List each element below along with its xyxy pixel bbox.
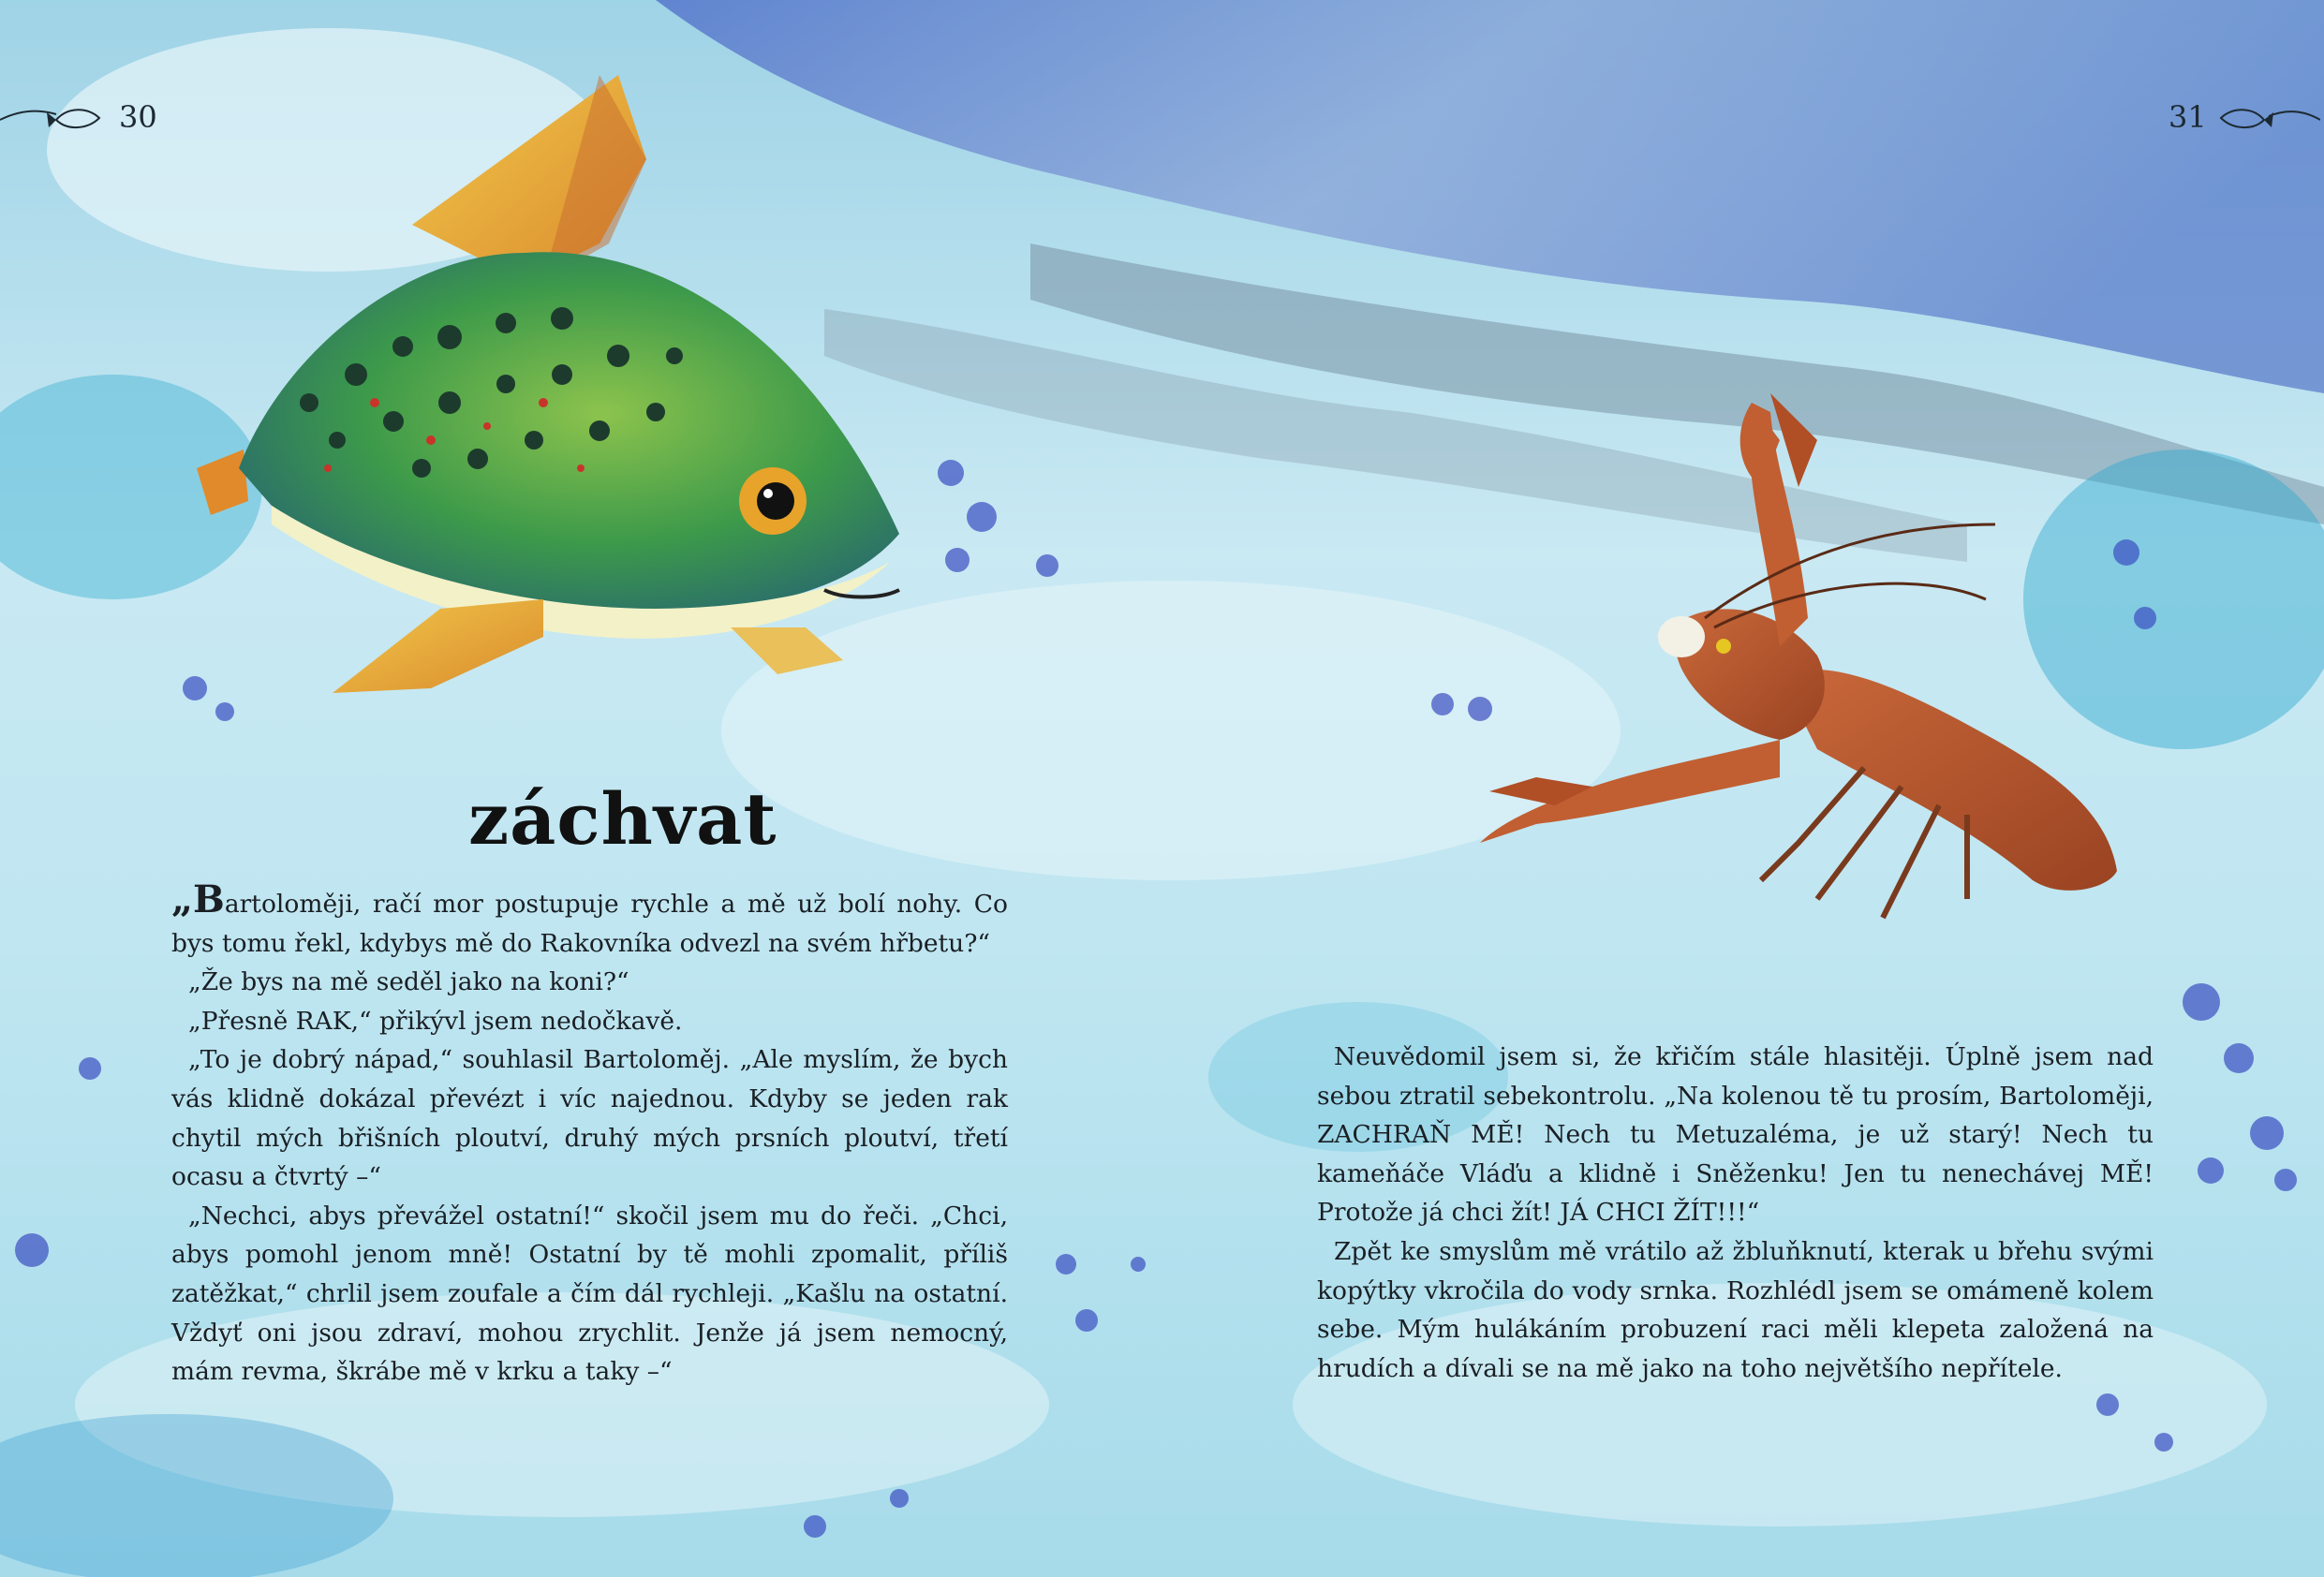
paragraph: „Přesně RAK,“ přikývl jsem nedočkavě. [188,1006,683,1036]
paragraph: „Že bys na mě seděl jako na koni?“ [188,967,629,997]
paragraph: „Bartoloměji, račí mor postupuje rychle a mě už bolí nohy. Co bys tomu řekl, kdybys mě do Rakovníka odvezl na svém hřbetu?“ [171,877,1008,958]
page-number-left: 30 [119,99,157,135]
paragraph: Zpět ke smyslům mě vrátilo až žbluňknutí, kterak u břehu svými kopýtky vkročila do vody srnka. Rozhlédl jsem se omámeně kolem sebe. Mým hulákáním probuzení raci měli klepeta založená na hrudích a dívali se na mě jako na toho největšího nepřítele. [1317,1236,2154,1383]
left-text-column [171,877,1008,1392]
paragraph: Neuvědomil jsem si, že křičím stále hlasitěji. Úplně jsem nad sebou ztratil sebekontrolu. „Na kolenou tě tu prosím, Bartoloměji, ZACHRAŇ MĚ! Nech tu Metuzaléma, je už starý! Nech tu kameňáče Vláďu a klidně i Sněženku! Jen tu nenechávej MĚ! Protože já chci žít! JÁ CHCI ŽÍT!!!“ [1317,1042,2154,1228]
chapter-title: záchvat [468,777,777,861]
fish-ornament-icon [2213,101,2320,139]
right-text-column [1317,1038,2154,1388]
drop-cap: „B [171,877,225,921]
paragraph: „To je dobrý nápad,“ souhlasil Bartoloměj. „Ale myslím, že bych vás klidně dokázal převézt i víc najednou. Kdyby se jeden rak chytil mých břišních ploutví, druhý mých prsních ploutví, třetí ocasu a čtvrtý –“ [171,1045,1008,1192]
fish-ornament-icon [0,101,108,139]
paragraph: „Nechci, abys převážel ostatní!“ skočil jsem mu do řeči. „Chci, abys pomohl jenom mně! Ostatní by tě mohli zpomalit, příliš zatěžkat,“ chrlil jsem zoufale a čím dál rychleji. „Kašlu na ostatní. Vždyť oni jsou zdraví, mohou zrychlit. Jenže já jsem nemocný, mám revma, škrábe mě v krku a taky –“ [171,1201,1008,1387]
page-number-right: 31 [2169,99,2207,135]
